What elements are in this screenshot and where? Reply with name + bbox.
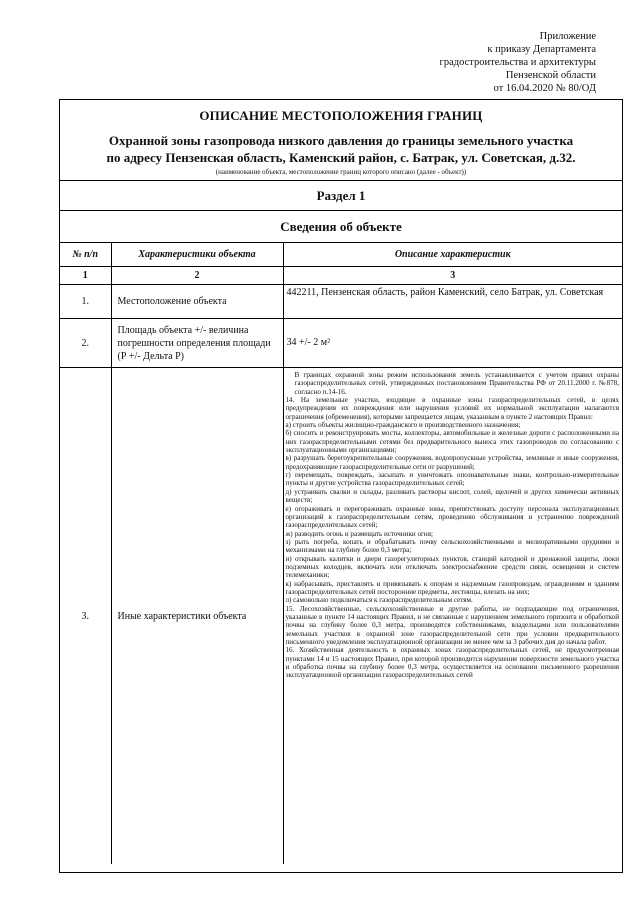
description-paragraph: д) устраивать свалки и склады, разливать растворы кислот, солей, щелочей и других химически активных веществ; [285,487,619,505]
table-header-row [60,243,622,267]
description-paragraph: 15. Лесохозяйственные, сельскохозяйственные и другие работы, не подпадающие под ограничения, указанные в пункте 14 настоящих Правил, и не связанные с нарушением земельного горизонта и обработкой почвы на глубину более 0,3 метра, производятся собственниками, владельцами или пользователями земельных участков в охранной зоне газораспределительной сети при условии предварительного письменного уведомления эксплуатационной организации не менее чем за 3 рабочих дня до начала работ. [285,604,619,646]
description-paragraph: и) открывать калитки и двери газорегуляторных пунктов, станций катодной и дренажной защиты, люки подземных колодцев, включать или отключать электроснабжение средств связи, освещения и систем телемеханики; [285,554,619,580]
row-number: 3. [60,368,111,865]
divider [60,180,622,181]
appendix-block [376,30,596,95]
description-paragraph: л) самовольно подключаться к газораспределительным сетям. [285,596,473,605]
description-paragraph: г) перемещать, повреждать, засыпать и уничтожать опознавательные знаки, контрольно-измерительные пункты и другие устройства газораспределительных сетей; [285,471,619,488]
characteristic-cell: Иные характеристики объекта [111,368,283,865]
document-frame [59,99,623,873]
description-paragraph: в) разрушать берегоукрепительные сооружения, водопропускные устройства, земляные и иные сооружения, предохраняющие газораспределительные сети от разрушений; [285,454,619,471]
table-row [60,285,622,319]
table-row [60,368,622,865]
description-paragraph: В границах охранной зоны режим использования земель устанавливается с учетом правил охраны газораспределительных сетей, утвержденных постановлением Правительства РФ от 20.11.2000 г. №878, согласно п.14-16. [294,371,619,396]
characteristic-cell: Площадь объекта +/- величина погрешности определения площади (Р +/- Дельта Р) [111,319,283,368]
object-name-line: Охранной зоны газопровода низкого давления до границы земельного участка [108,133,574,148]
description-paragraph: ж) разводить огонь и размещать источники огня; [285,529,433,538]
appendix-line: от 16.04.2020 № 80/ОД [493,83,596,94]
row-number: 1. [60,285,111,319]
description-paragraph: 14. На земельные участки, входящие в охранные зоны газораспределительных сетей, в целях предупреждения их повреждения или нарушения условий их нормальной эксплуатации налагаются ограничения (обременения), которыми запрещается лицам, указанным в пункте 2 настоящих Правил: [285,396,619,421]
object-name-line: по адресу Пензенская область, Каменский район, с. Батрак, ул. Советская, д.32. [106,150,576,165]
divider [60,210,622,211]
appendix-line: Приложение [539,31,596,42]
column-header: Описание характеристик [283,243,622,267]
object-name [64,132,618,166]
description-cell [283,368,622,865]
column-number: 3 [283,267,622,285]
description-cell: 442211, Пензенская область, район Каменский, село Батрак, ул. Советская [283,285,622,319]
characteristic-cell: Местоположение объекта [111,285,283,319]
column-header: Характеристики объекта [111,243,283,267]
object-note: (наименование объекта, местоположение границ которого описано (далее - объект)) [215,168,467,176]
description-paragraph: б) сносить и реконструировать мосты, коллекторы, автомобильные и железные дороги с расположенными на них газораспределительными сетями без предварительного выноса этих газопроводов по согласованию с эксплуатационными организациями; [285,429,619,455]
subsection-title: Сведения об объекте [280,219,402,234]
appendix-line: Пензенской области [505,70,596,81]
row-number: 2. [60,319,111,368]
description-paragraph: 16. Хозяйственная деятельность в охранных зонах газораспределительных сетей, не предусмотренная пунктами 14 и 15 настоящих Правил, при которой производится нарушение поверхности земельного участка и обработка почвы на глубину более 0,3 метра, осуществляется на основании письменного разрешения эксплуатационной организации газораспределительных сетей [285,646,619,680]
description-paragraph: е) огораживать и перегораживать охранные зоны, препятствовать доступу персонала эксплуатационных организаций к газораспределительным сетям, проведению обслуживания и устранению повреждений газораспределительных сетей; [285,504,619,530]
object-info-table [60,242,622,864]
description-cell: 34 +/- 2 м² [283,319,622,368]
description-paragraph: к) набрасывать, приставлять и привязывать к опорам и надземным газопроводам, ограждениям и зданиям газораспределительных сетей посторонние предметы, лестницы, влезать на них; [285,579,619,596]
column-number-row [60,267,622,285]
description-paragraph: з) рыть погреба, копать и обрабатывать почву сельскохозяйственными и мелиоративными орудиями и механизмами на глубину более 0,3 метра; [285,537,619,555]
column-number: 2 [111,267,283,285]
document-title: ОПИСАНИЕ МЕСТОПОЛОЖЕНИЯ ГРАНИЦ [199,108,483,123]
table-row [60,319,622,368]
description-paragraph: а) строить объекты жилищно-гражданского и производственного назначения; [285,421,521,430]
appendix-line: градостроительства и архитектуры [439,57,596,68]
appendix-line: к приказу Департамента [487,44,596,55]
column-number: 1 [60,267,111,285]
section-title: Раздел 1 [316,188,366,203]
column-header: № п/п [60,243,111,267]
